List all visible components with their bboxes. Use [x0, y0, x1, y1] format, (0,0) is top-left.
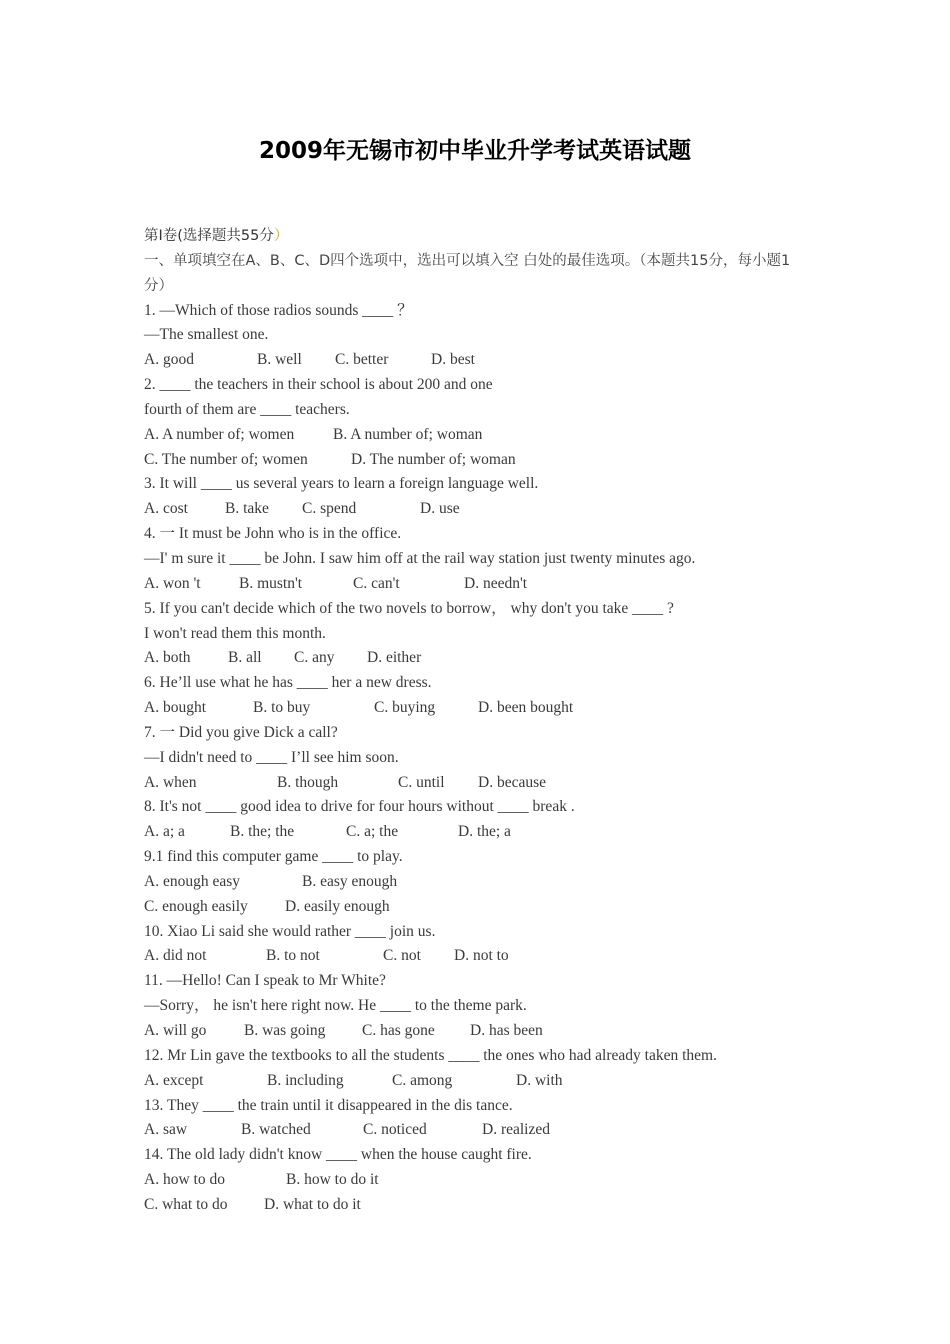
option: A. won 't: [144, 574, 201, 592]
option: D. the; a: [458, 823, 511, 841]
option: A. saw: [144, 1121, 188, 1139]
option: C. until: [398, 773, 445, 791]
question-14-stem: 14. The old lady didn't know ____ when the house caught fire.: [144, 1146, 532, 1164]
question-6-options: [144, 696, 804, 721]
option: B. all: [228, 649, 262, 667]
option: A. when: [144, 773, 197, 791]
option: B. the; the: [230, 823, 295, 841]
option: B. A number of; woman: [333, 425, 483, 443]
option: A. bought: [144, 699, 206, 717]
section-heading-text: 第I卷(选择题共55分: [144, 228, 274, 244]
question-13-options: [144, 1118, 804, 1143]
question-3-options: [144, 497, 804, 522]
question-14-options-row2: [144, 1193, 804, 1218]
option: C. enough easily: [144, 897, 248, 915]
option: B. mustn't: [239, 574, 303, 592]
question-13-stem: 13. They ____ the train until it disappeared in the dis tance.: [144, 1096, 513, 1114]
option: B. to not: [266, 947, 320, 965]
question-10-stem: 10. Xiao Li said she would rather ____ join us.: [144, 922, 436, 940]
option: A. enough easy: [144, 872, 240, 890]
option: D. The number of; woman: [351, 450, 516, 468]
option: B. easy enough: [302, 872, 398, 890]
option: C. not: [383, 947, 421, 965]
option: B. was going: [244, 1022, 326, 1039]
option: D. needn't: [464, 574, 528, 592]
question-9-stem: 9.1 find this computer game ____ to play.: [144, 848, 403, 866]
question-7-stem: 7. 一 Did you give Dick a call?: [144, 723, 338, 741]
option: A. A number of; women: [144, 425, 295, 443]
option: D. been bought: [478, 699, 574, 717]
option: C. what to do: [144, 1195, 228, 1213]
option: A. a; a: [144, 823, 185, 841]
option: C. buying: [374, 699, 436, 717]
option: B. watched: [241, 1121, 311, 1139]
option: C. has gone: [362, 1022, 435, 1039]
exam-content: [144, 224, 804, 1218]
option: A. did not: [144, 947, 207, 965]
option: A. good: [144, 351, 194, 369]
option: C. noticed: [363, 1121, 427, 1139]
option: D. use: [420, 500, 460, 518]
question-11-response: —Sorry， he isn't here right now. He ____ to the theme park.: [144, 997, 527, 1015]
option: A. how to do: [144, 1171, 225, 1189]
question-4-options: [144, 572, 804, 597]
question-7-options: [144, 771, 804, 796]
option: A. cost: [144, 500, 188, 518]
question-2-options-row1: [144, 423, 804, 448]
option: A. except: [144, 1071, 204, 1089]
option: D. best: [431, 351, 475, 369]
question-12-stem: 12. Mr Lin gave the textbooks to all the students ____ the ones who had already taken them.: [144, 1046, 717, 1064]
question-10-options: [144, 944, 804, 969]
question-9-options-row2: [144, 895, 804, 920]
option: D. either: [367, 649, 422, 667]
page-title: 2009年无锡市初中毕业升学考试英语试题: [258, 138, 691, 164]
option: D. what to do it: [264, 1195, 361, 1213]
question-2-stem: 2. ____ the teachers in their school is about 200 and one: [144, 376, 493, 394]
option: D. not to: [454, 947, 509, 965]
question-2-stem-cont: fourth of them are ____ teachers.: [144, 400, 350, 418]
option: C. any: [294, 649, 335, 667]
question-4-response: —I' m sure it ____ be John. I saw him off at the rail way station just twenty minutes ago.: [144, 549, 696, 567]
section-heading: [144, 224, 804, 249]
question-3-stem: 3. It will ____ us several years to learn a foreign language well.: [144, 475, 539, 493]
question-7-response: —I didn't need to ____ I’ll see him soon.: [144, 748, 399, 766]
option: C. spend: [302, 500, 357, 518]
question-8-options: [144, 820, 804, 845]
option: B. to buy: [253, 699, 311, 717]
section-heading-paren: ）: [273, 228, 289, 244]
option: C. among: [392, 1071, 453, 1089]
option: B. how to do it: [286, 1171, 379, 1189]
question-6-stem: 6. He’ll use what he has ____ her a new dress.: [144, 674, 432, 692]
question-5-stem-cont: I won't read them this month.: [144, 624, 326, 642]
option: C. can't: [353, 574, 400, 592]
option: B. take: [225, 500, 269, 518]
question-14-options-row1: [144, 1168, 804, 1193]
question-11-stem: 11. —Hello! Can I speak to Mr White?: [144, 972, 386, 990]
option: D. with: [516, 1071, 563, 1089]
option: D. because: [478, 773, 546, 791]
option: B. though: [277, 773, 339, 791]
option: D. easily enough: [285, 897, 390, 915]
option: D. has been: [470, 1022, 543, 1039]
option: C. a; the: [346, 823, 399, 841]
option: A. will go: [144, 1022, 207, 1039]
question-8-stem: 8. It's not ____ good idea to drive for four hours without ____ break .: [144, 798, 575, 816]
option: B. well: [257, 351, 302, 369]
question-12-options: [144, 1069, 804, 1094]
question-5-stem: 5. If you can't decide which of the two novels to borrow， why don't you take ____ ?: [144, 599, 674, 617]
option: C. better: [335, 351, 389, 369]
question-1-stem: 1. —Which of those radios sounds ____ ？: [144, 301, 413, 319]
question-1-response: —The smallest one.: [144, 326, 269, 344]
option: B. including: [267, 1071, 344, 1089]
option: C. The number of; women: [144, 450, 308, 468]
option: A. both: [144, 649, 191, 667]
question-1-options: [144, 348, 804, 373]
option: D. realized: [482, 1121, 550, 1139]
question-5-options: [144, 646, 804, 671]
section-instruction: 一、单项填空在A、B、C、D四个选项中，选出可以填入空 白处的最佳选项。（本题共15分，每小题1分）: [144, 252, 791, 294]
question-9-options-row1: [144, 870, 804, 895]
question-11-options: [144, 1019, 804, 1044]
question-2-options-row2: [144, 448, 804, 473]
question-4-stem: 4. 一 It must be John who is in the office.: [144, 525, 402, 543]
